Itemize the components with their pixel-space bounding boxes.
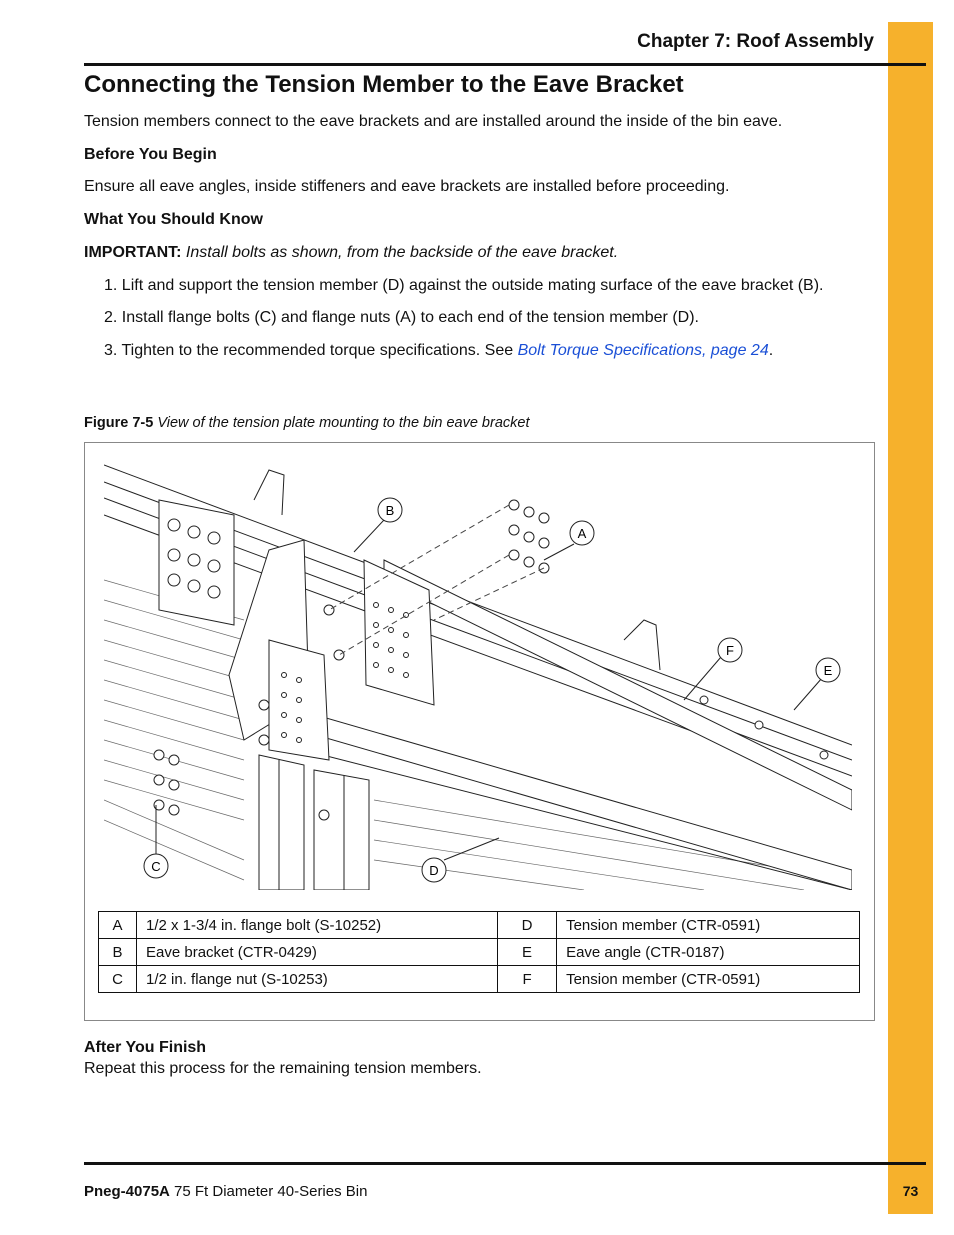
svg-text:F: F — [726, 643, 734, 658]
footer-doc — [84, 1183, 367, 1200]
svg-text:C: C — [151, 859, 161, 874]
footer-rule — [84, 1162, 926, 1165]
callout-b — [378, 498, 402, 522]
table-row — [99, 912, 860, 939]
after-heading: After You Finish — [84, 1039, 207, 1056]
before-text: Ensure all eave angles, inside stiffeners and eave brackets are installed before proceeding. — [84, 178, 730, 195]
step-number: 1. — [104, 277, 118, 294]
chapter-header: Chapter 7: Roof Assembly — [637, 31, 874, 52]
legend-code: E — [498, 939, 557, 966]
step-number: 3. — [104, 342, 118, 359]
legend-desc: Eave angle (CTR-0187) — [557, 939, 860, 966]
table-row — [99, 966, 860, 993]
page-number: 73 — [902, 1183, 919, 1199]
step-text: Tighten to the recommended torque specifications. See — [121, 342, 518, 359]
header-rule — [84, 63, 926, 66]
after-text: Repeat this process for the remaining tension members. — [84, 1060, 482, 1077]
svg-text:A: A — [577, 526, 587, 541]
table-row — [99, 939, 860, 966]
before-heading: Before You Begin — [84, 146, 217, 163]
legend-code: B — [99, 939, 137, 966]
step-3 — [104, 341, 773, 361]
legend-desc: Eave bracket (CTR-0429) — [137, 939, 498, 966]
legend-code: A — [99, 912, 137, 939]
step-2 — [104, 308, 699, 328]
legend-desc: Tension member (CTR-0591) — [557, 966, 860, 993]
important-text: Install bolts as shown, from the backside of the eave bracket. — [185, 244, 619, 261]
figure-caption — [84, 415, 529, 431]
footer-doc-title: 75 Ft Diameter 40-Series Bin — [174, 1183, 368, 1200]
legend-code: F — [498, 966, 557, 993]
intro-paragraph: Tension members connect to the eave brackets and are installed around the inside of the bin eave. — [84, 113, 783, 130]
footer-doc-id: Pneg-4075A — [84, 1183, 170, 1200]
parts-legend-table — [98, 911, 860, 993]
svg-text:E: E — [823, 663, 833, 678]
callout-f — [718, 638, 742, 662]
legend-desc: 1/2 in. flange nut (S-10253) — [137, 966, 498, 993]
step-number: 2. — [104, 309, 118, 326]
important-label: IMPORTANT: — [84, 244, 182, 261]
important-note — [84, 243, 618, 263]
legend-code: D — [498, 912, 557, 939]
step-text: Lift and support the tension member (D) against the outside mating surface of the eave bracket (B). — [121, 277, 824, 294]
svg-text:D: D — [429, 863, 439, 878]
chapter-color-tab — [888, 22, 933, 1214]
bolt-torque-link[interactable]: Bolt Torque Specifications, page 24 — [517, 342, 769, 359]
callout-a — [570, 521, 594, 545]
callout-d — [422, 858, 446, 882]
figure-label: Figure 7-5 — [84, 415, 154, 431]
callout-e — [816, 658, 840, 682]
step-text: Install flange bolts (C) and flange nuts (A) to each end of the tension member (D). — [121, 309, 699, 326]
legend-code: C — [99, 966, 137, 993]
step-end: . — [768, 342, 774, 359]
step-1 — [104, 276, 824, 296]
figure-caption-text: View of the tension plate mounting to the bin eave bracket — [157, 415, 530, 431]
callout-c — [144, 854, 168, 878]
loose-bolts — [509, 500, 549, 573]
inside-stiffener — [259, 755, 369, 890]
section-title: Connecting the Tension Member to the Eave Bracket — [84, 71, 684, 98]
know-heading: What You Should Know — [84, 211, 263, 228]
legend-desc: Tension member (CTR-0591) — [557, 912, 860, 939]
legend-desc: 1/2 x 1-3/4 in. flange bolt (S-10252) — [137, 912, 498, 939]
svg-text:B: B — [385, 503, 395, 518]
tension-member-illustration — [104, 460, 852, 890]
